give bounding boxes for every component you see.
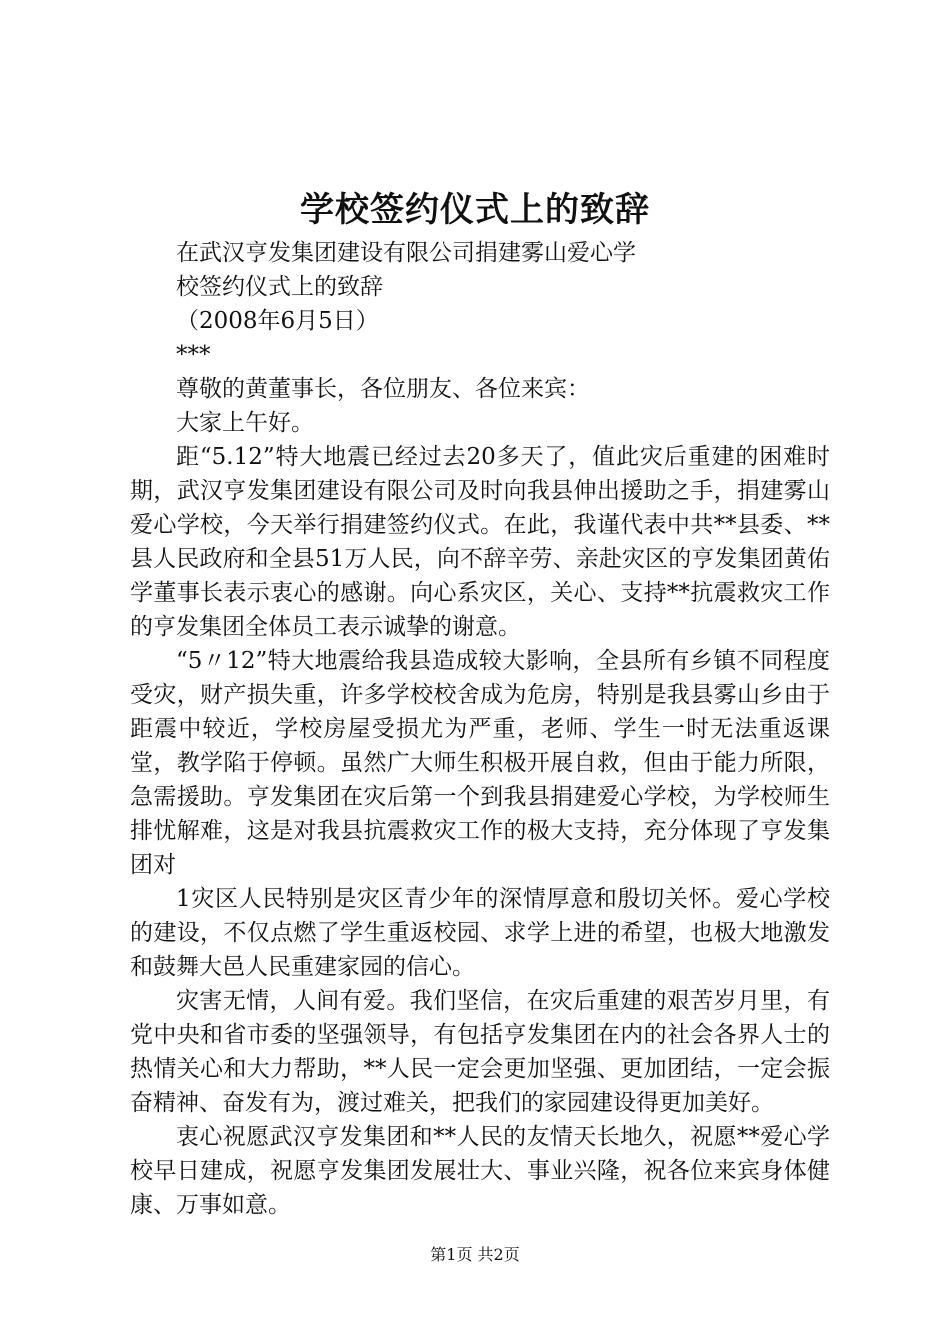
paragraph: 距“5.12”特大地震已经过去20多天了，值此灾后重建的困难时期，武汉亨发集团建设有限公司及时向我县伸出援助之手，捐建雾山爱心学校，今天举行捐建签约仪式。在此，我谨代表中共**县委、**县人民政府和全县51万人民，向不辞辛劳、亲赴灾区的亨发集团黄佑学董事长表示衷心的感谢。向心系灾区，关心、支持**抗震救灾工作的亨发集团全体员工表示诚挚的谢意。 (130, 444, 830, 640)
document-date: （2008年6月5日） (176, 308, 379, 334)
document-subtitle: 在武汉亨发集团建设有限公司捐建雾山爱心学校签约仪式上的致辞 (176, 240, 636, 300)
page-footer: 第1页 共2页 (430, 1245, 520, 1264)
paragraph: 1灾区人民特别是灾区青少年的深情厚意和殷切关怀。爱心学校的建设，不仅点燃了学生重返校园、求学上进的希望，也极大地激发和鼓舞大邑人民重建家园的信心。 (130, 886, 830, 980)
document-salutation: 尊敬的黄董事长，各位朋友、各位来宾： (176, 376, 590, 402)
document-body (130, 236, 830, 1222)
paragraph: “5〃12”特大地震给我县造成较大影响，全县所有乡镇不同程度受灾，财产损失重，许多学校校舍成为危房，特别是我县雾山乡由于距震中较近，学校房屋受损尤为严重，老师、学生一时无法重返课堂，教学陷于停顿。虽然广大师生积极开展自救，但由于能力所限，急需援助。亨发集团在灾后第一个到我县捐建爱心学校，为学校师生排忧解难，这是对我县抗震救灾工作的极大支持，充分体现了亨发集团对 (130, 648, 830, 878)
paragraph: 灾害无情，人间有爱。我们坚信，在灾后重建的艰苦岁月里，有党中央和省市委的坚强领导，有包括亨发集团在内的社会各界人士的热情关心和大力帮助，**人民一定会更加坚强、更加团结，一定会振奋精神、奋发有为，渡过难关，把我们的家园建设得更加美好。 (130, 988, 830, 1116)
document-title: 学校签约仪式上的致辞 (300, 190, 650, 230)
document-author: *** (176, 342, 211, 368)
paragraph: 衷心祝愿武汉亨发集团和**人民的友情天长地久，祝愿**爱心学校早日建成，祝愿亨发集团发展壮大、事业兴隆，祝各位来宾身体健康、万事如意。 (130, 1124, 830, 1218)
document-greeting: 大家上午好。 (176, 410, 314, 436)
